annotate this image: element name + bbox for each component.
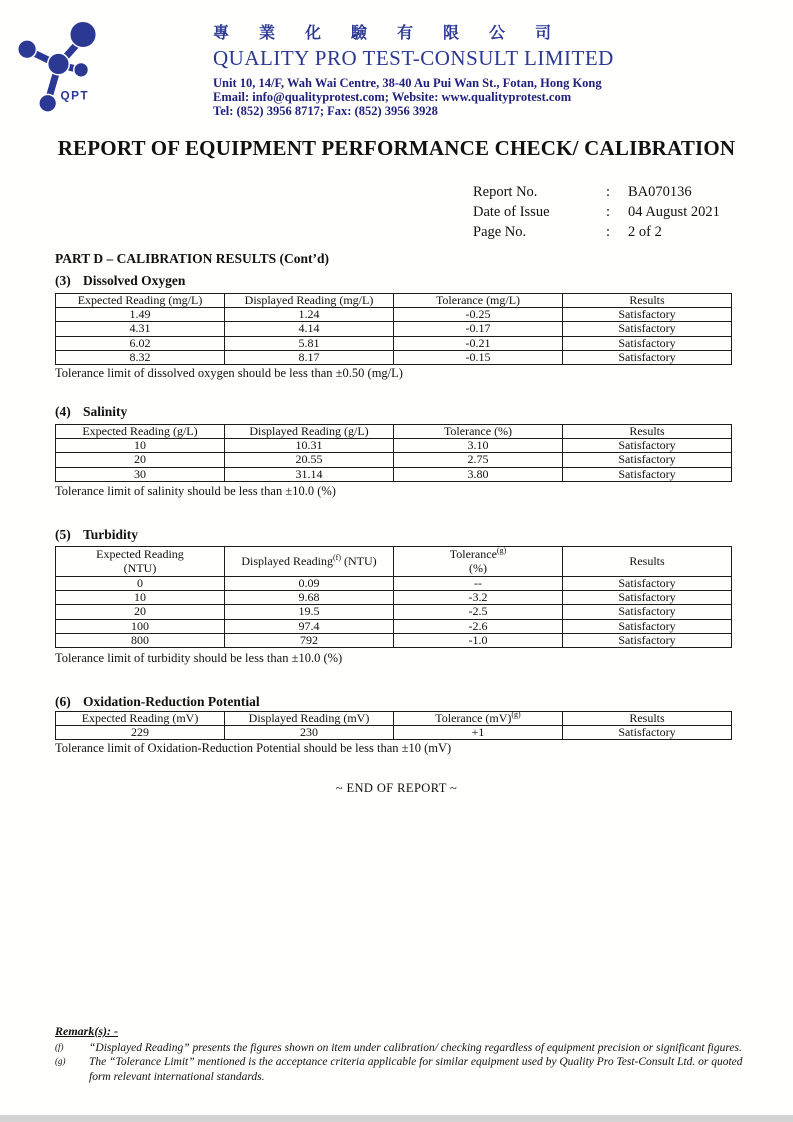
section-heading-dissolved-oxygen <box>55 273 185 289</box>
cell: Satisfactory <box>563 619 732 633</box>
cell: Satisfactory <box>563 726 732 740</box>
cell: Satisfactory <box>563 467 732 481</box>
qpt-molecule-logo <box>10 8 160 116</box>
cell: 8.17 <box>225 350 394 364</box>
cell: Satisfactory <box>563 591 732 605</box>
date-of-issue-value: 04 August 2021 <box>628 204 720 220</box>
separator: : <box>606 204 611 220</box>
column-header: Expected Reading (NTU) <box>56 547 225 577</box>
report-number-value: BA070136 <box>628 184 692 200</box>
cell: 3.10 <box>394 439 563 453</box>
table-row <box>56 308 732 322</box>
section-heading-turbidity <box>55 527 138 543</box>
cell: 800 <box>56 633 225 647</box>
tolerance-note-orp: Tolerance limit of Oxidation-Reduction Potential should be less than ±10 (mV) <box>55 741 452 755</box>
section-number: (5) <box>55 527 71 542</box>
remarks-block <box>55 1024 760 1084</box>
remark-item-g <box>55 1055 760 1084</box>
cell: 20 <box>56 453 225 467</box>
remark-text: The “Tolerance Limit” mentioned is the acceptance criteria applicable for similar equipment used by Quality Pro Test-Consult Ltd. or quoted form relevant international standards. <box>89 1056 743 1083</box>
cell: 19.5 <box>225 605 394 619</box>
cell: 9.68 <box>225 591 394 605</box>
cell: -0.17 <box>394 322 563 336</box>
separator: : <box>606 224 611 240</box>
column-header: Displayed Reading (g/L) <box>225 425 394 439</box>
table-row <box>56 633 732 647</box>
cell: 1.24 <box>225 308 394 322</box>
column-header: Tolerance (mV)$^{(g)}$ <box>394 712 563 726</box>
column-header: Displayed Reading$^{(f)}$ (NTU) <box>225 547 394 577</box>
cell: -2.6 <box>394 619 563 633</box>
column-header: Displayed Reading (mV) <box>225 712 394 726</box>
company-tel-fax: Tel: (852) 3956 8717; Fax: (852) 3956 3928 <box>213 104 438 118</box>
cell: 4.14 <box>225 322 394 336</box>
cell: 20 <box>56 605 225 619</box>
table-row <box>56 336 732 350</box>
report-number-label: Report No. <box>473 184 538 200</box>
column-header: Results <box>563 425 732 439</box>
cell: 1.49 <box>56 308 225 322</box>
table-row <box>56 591 732 605</box>
letterhead <box>213 20 614 118</box>
tolerance-note-dissolved-oxygen: Tolerance limit of dissolved oxygen should be less than ±0.50 (mg/L) <box>55 366 403 380</box>
table-row <box>56 322 732 336</box>
cell: -0.25 <box>394 308 563 322</box>
cell: Satisfactory <box>563 336 732 350</box>
end-of-report-text: ~ END OF REPORT ~ <box>335 781 458 795</box>
table-header-row <box>56 712 732 726</box>
section-number: (6) <box>55 694 71 709</box>
separator: : <box>606 184 611 200</box>
cell: 10 <box>56 591 225 605</box>
table-header-row <box>56 547 732 577</box>
remark-item-f <box>55 1041 760 1055</box>
cell: -0.21 <box>394 336 563 350</box>
table-row <box>56 577 732 591</box>
column-header: Tolerance$^{(g)}$ (%) <box>394 547 563 577</box>
column-header: Results <box>563 547 732 577</box>
cell: 3.80 <box>394 467 563 481</box>
cell: -0.15 <box>394 350 563 364</box>
table-header-row <box>56 425 732 439</box>
section-name: Oxidation-Reduction Potential <box>83 694 260 709</box>
cell: -1.0 <box>394 633 563 647</box>
cell: 0 <box>56 577 225 591</box>
table-row <box>56 439 732 453</box>
cell: Satisfactory <box>563 439 732 453</box>
table-row <box>56 726 732 740</box>
column-header: Results <box>563 712 732 726</box>
cell: 30 <box>56 467 225 481</box>
cell: Satisfactory <box>563 350 732 364</box>
cell: 8.32 <box>56 350 225 364</box>
report-info <box>473 182 720 242</box>
column-header: Results <box>563 294 732 308</box>
section-name: Turbidity <box>83 527 139 542</box>
company-name-english: QUALITY PRO TEST-CONSULT LIMITED <box>213 46 614 70</box>
column-header: Expected Reading (mV) <box>56 712 225 726</box>
cell: Satisfactory <box>563 453 732 467</box>
table-row <box>56 350 732 364</box>
cell: 10 <box>56 439 225 453</box>
tolerance-note-salinity: Tolerance limit of salinity should be less than ±10.0 (%) <box>55 484 336 498</box>
table-row <box>56 453 732 467</box>
orp-table <box>55 711 732 740</box>
cell: +1 <box>394 726 563 740</box>
remark-marker: (f) <box>55 1042 64 1052</box>
column-header: Displayed Reading (mg/L) <box>225 294 394 308</box>
cell: 230 <box>225 726 394 740</box>
table-row <box>56 605 732 619</box>
turbidity-table <box>55 546 732 648</box>
cell: Satisfactory <box>563 633 732 647</box>
report-number-row <box>473 182 720 202</box>
scan-edge-bar <box>0 1115 793 1122</box>
remark-text: “Displayed Reading” presents the figures shown on item under calibration/ checking regardless of equipment precision or significant figures. <box>89 1042 742 1054</box>
page-number-row <box>473 222 720 242</box>
remarks-heading: Remark(s): - <box>55 1024 118 1038</box>
salinity-table <box>55 424 732 482</box>
cell: 100 <box>56 619 225 633</box>
tolerance-note-turbidity: Tolerance limit of turbidity should be less than ±10.0 (%) <box>55 651 343 665</box>
cell: 4.31 <box>56 322 225 336</box>
section-heading-salinity <box>55 404 127 420</box>
cell: 10.31 <box>225 439 394 453</box>
cell: 0.09 <box>225 577 394 591</box>
cell: -2.5 <box>394 605 563 619</box>
cell: Satisfactory <box>563 308 732 322</box>
cell: 20.55 <box>225 453 394 467</box>
cell: 6.02 <box>56 336 225 350</box>
company-contact-block <box>213 76 614 118</box>
table-row <box>56 467 732 481</box>
table-header-row <box>56 294 732 308</box>
cell: 31.14 <box>225 467 394 481</box>
page-number-label: Page No. <box>473 224 527 240</box>
company-name-chinese: 專 業 化 驗 有 限 公 司 <box>213 25 565 42</box>
column-header: Tolerance (%) <box>394 425 563 439</box>
part-d-heading: PART D – CALIBRATION RESULTS (Cont’d) <box>55 251 329 266</box>
column-header: Tolerance (mg/L) <box>394 294 563 308</box>
report-title: REPORT OF EQUIPMENT PERFORMANCE CHECK/ CALIBRATION <box>57 136 736 160</box>
cell: -3.2 <box>394 591 563 605</box>
company-address: Unit 10, 14/F, Wah Wai Centre, 38-40 Au Pui Wan St., Fotan, Hong Kong <box>213 76 602 90</box>
remark-marker: (g) <box>55 1056 66 1067</box>
date-of-issue-label: Date of Issue <box>473 204 550 220</box>
section-heading-orp <box>55 694 260 710</box>
cell: 229 <box>56 726 225 740</box>
section-name: Salinity <box>83 404 128 419</box>
cell: Satisfactory <box>563 605 732 619</box>
cell: 792 <box>225 633 394 647</box>
cell: -- <box>394 577 563 591</box>
column-header: Expected Reading (g/L) <box>56 425 225 439</box>
logo-text: QPT <box>60 89 90 103</box>
column-header: Expected Reading (mg/L) <box>56 294 225 308</box>
cell: 97.4 <box>225 619 394 633</box>
page-number-value: 2 of 2 <box>628 224 662 240</box>
section-number: (4) <box>55 404 71 419</box>
company-email-website: Email: info@qualityprotest.com; Website: www.qualityprotest.com <box>213 90 572 104</box>
section-number: (3) <box>55 273 71 288</box>
date-of-issue-row <box>473 202 720 222</box>
cell: 2.75 <box>394 453 563 467</box>
section-name: Dissolved Oxygen <box>83 273 186 288</box>
dissolved-oxygen-table <box>55 293 732 365</box>
cell: Satisfactory <box>563 322 732 336</box>
cell: Satisfactory <box>563 577 732 591</box>
table-row <box>56 619 732 633</box>
cell: 5.81 <box>225 336 394 350</box>
